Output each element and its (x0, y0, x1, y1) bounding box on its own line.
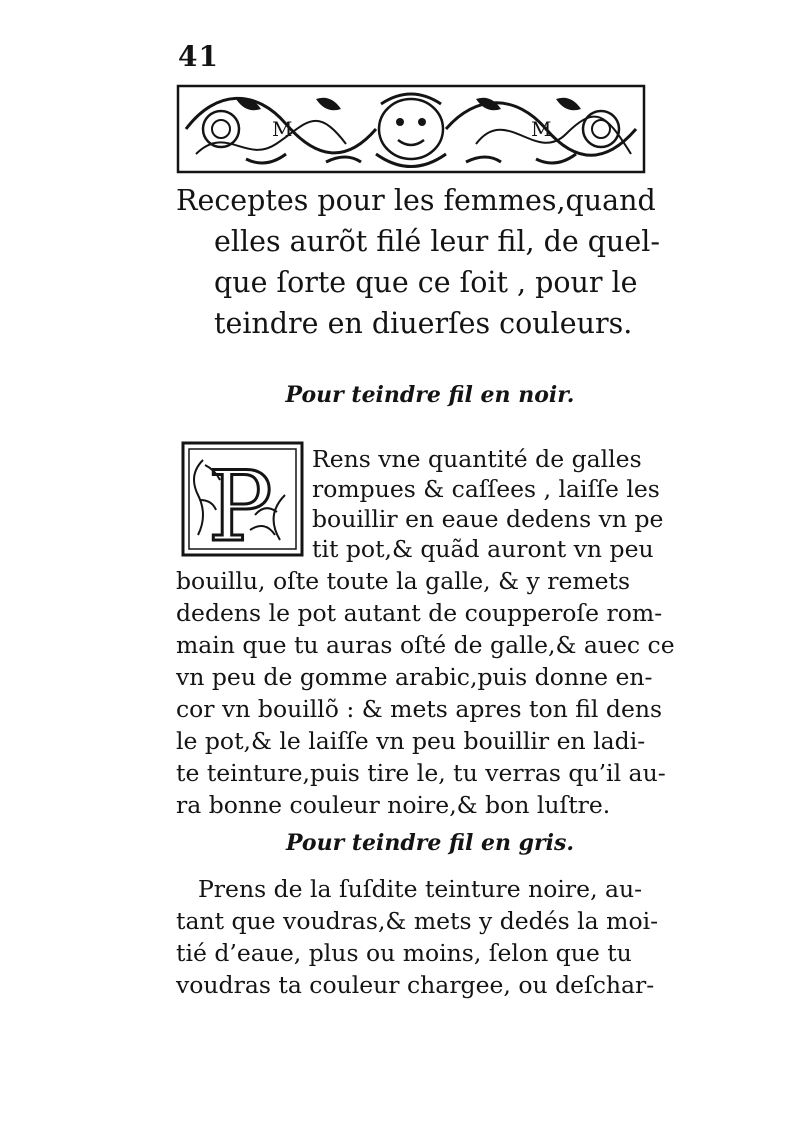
text-line: tant que voudras,& mets y dedés la moi- (176, 907, 659, 935)
text-line: rompues & caſſees , laiſſe les (312, 475, 660, 503)
text-line: dedens le pot autant de coupperoſe rom- (176, 599, 663, 627)
text-line: ra bonne couleur noire,& bon luſtre. (176, 791, 611, 819)
section-title-noir: Pour teindre fil en noir. (285, 382, 575, 408)
heading-line: que ſorte que ce ſoit , pour le (214, 266, 638, 299)
heading-line: Receptes pour les femmes,quand (176, 184, 656, 217)
initial-letter: P (208, 451, 273, 558)
text-line: bouillu, oſte toute la galle, & y remets (176, 567, 631, 595)
text-line: le pot,& le laiſſe vn peu bouillir en ladi- (176, 727, 646, 755)
headpiece-letter-right: M (531, 117, 552, 141)
chapter-heading (176, 180, 676, 344)
text-line: cor vn bouillõ : & mets apres ton fil dens (176, 695, 663, 723)
text-line: Rens vne quantité de galles (312, 445, 642, 473)
text-line: main que tu auras oſté de galle,& auec ce (176, 631, 675, 659)
heading-line: elles aurõt filé leur fil, de quel- (214, 225, 660, 258)
text-line: vn peu de gomme arabic,puis donne en- (176, 663, 653, 691)
text-line: tit pot,& quãd auront vn peu (312, 535, 654, 563)
text-line: bouillir en eaue dedens vn pe (312, 505, 664, 533)
text-line: Prens de la ſuſdite teinture noire, au- (198, 875, 643, 903)
ornamental-headpiece (176, 84, 646, 174)
text-line: tié d’eaue, plus ou moins, ſelon que tu (176, 939, 632, 967)
headpiece-letter-left: M (272, 117, 293, 141)
text-line: te teinture,puis tire le, tu verras qu’il au- (176, 759, 666, 787)
heading-line: teindre en diuerſes couleurs. (214, 307, 633, 340)
text-line: voudras ta couleur chargee, ou deſchar- (176, 971, 655, 999)
decorated-initial (180, 440, 305, 558)
section-title-gris: Pour teindre fil en gris. (285, 830, 575, 856)
page-number: 41 (178, 40, 219, 73)
